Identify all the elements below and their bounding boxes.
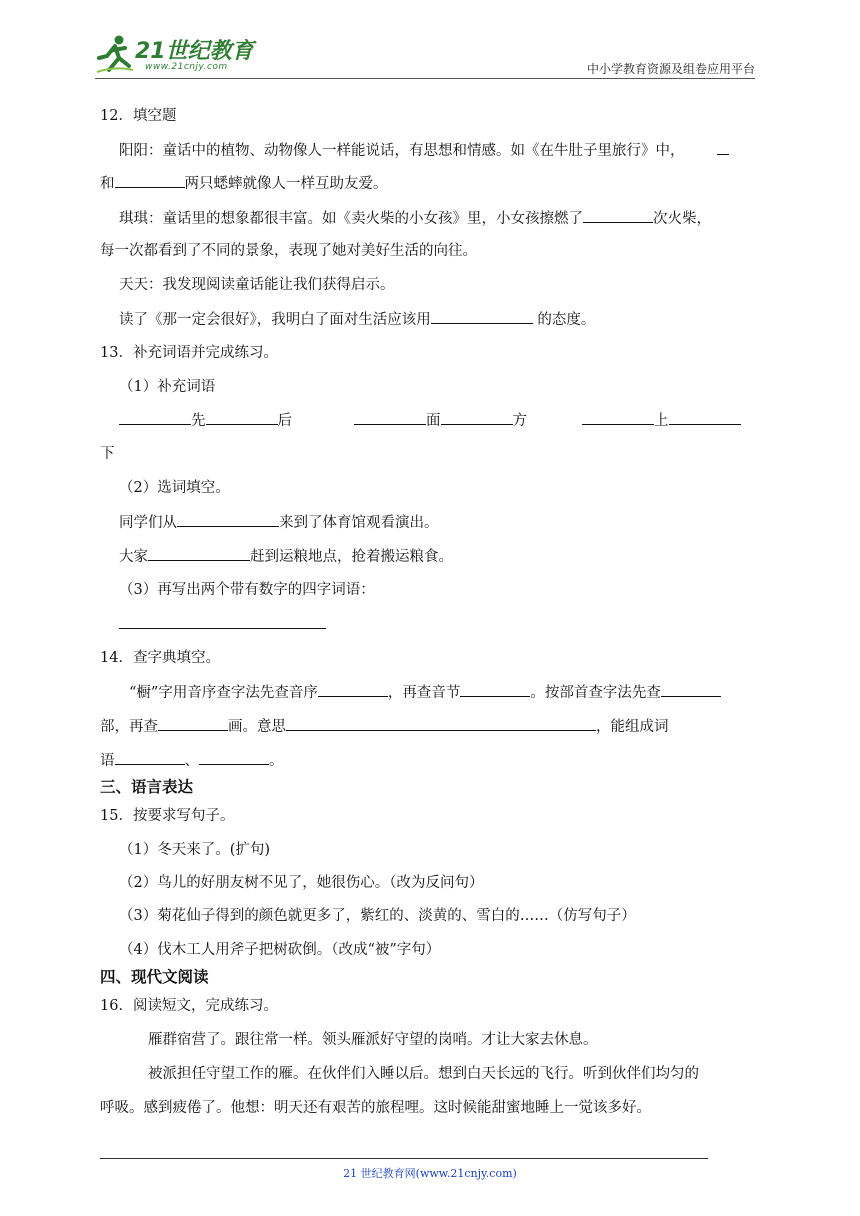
q15-title: 15．按要求写句子。 (100, 808, 235, 824)
q15-item-3: （3）菊花仙子得到的颜色就更多了，紫红的、淡黄的、雪白的……（仿写句子） (119, 908, 636, 924)
answer-blank[interactable] (582, 410, 654, 425)
q14-text: “橱”字用音序查字法先查音序 (129, 685, 318, 701)
q14-text: 画。意思 (228, 719, 286, 735)
q14-text: 语 (100, 753, 115, 769)
platform-name: 中小学教育资源及组卷应用平台 (586, 62, 755, 76)
passage-paragraph-2: 被派担任守望工作的雁。在伙伴们入睡以后。想到白天长远的飞行。听到伙伴们均匀的 (148, 1066, 699, 1082)
q12-text: 和 (100, 176, 115, 192)
answer-blank[interactable] (318, 682, 388, 697)
q12-text: 的态度。 (532, 312, 596, 328)
q12-text: 阳阳：童话中的植物、动物像人一样能说话，有思想和情感。如《在牛肚子里旅行》中， (119, 143, 685, 159)
answer-blank[interactable] (441, 410, 513, 425)
answer-blank[interactable] (119, 410, 191, 425)
sentence-text: 大家 (119, 549, 148, 565)
answer-blank[interactable] (158, 716, 228, 731)
passage-paragraph-1: 雁群宿营了。跟往常一样。领头雁派好守望的岗哨。才让大家去休息。 (148, 1032, 598, 1048)
q12-text: 次火柴， (653, 211, 711, 227)
answer-blank[interactable] (669, 410, 741, 425)
q12-text: 读了《那一定会很好》，我明白了面对生活应该用 (119, 312, 431, 328)
q13-part-2: （2）选词填空。 (119, 480, 230, 496)
sentence-text: 同学们从 (119, 515, 177, 531)
answer-blank[interactable] (115, 173, 185, 188)
q15-item-2: （2）鸟儿的好朋友树不见了，她很伤心。（改为反问句） (119, 875, 484, 891)
q14-line-1 (129, 682, 721, 703)
page-footer[interactable]: 21 世纪教育网(www.21cnjy.com) (343, 1167, 517, 1180)
answer-blank[interactable] (148, 546, 250, 561)
q12-text: 琪琪：童话里的想象都很丰富。如《卖火柴的小女孩》里，小女孩擦燃了 (119, 211, 583, 227)
sentence-text: 来到了体育馆观看演出。 (279, 515, 439, 531)
word-char: 后 (277, 413, 292, 429)
answer-blank[interactable] (199, 750, 269, 765)
q12-paragraph-2-cont: 每一次都看到了不同的景象，表现了她对美好生活的向往。 (100, 243, 477, 259)
site-logo (95, 32, 275, 76)
q15-item-4: （4）伐木工人用斧子把树砍倒。（改成“被”字句） (119, 942, 441, 958)
q15-item-1: （1）冬天来了。(扩句) (119, 842, 271, 858)
q12-paragraph-2 (119, 208, 711, 229)
footer-divider (100, 1158, 708, 1159)
logo-text: 21世纪教育 (135, 39, 254, 64)
answer-blank[interactable] (177, 512, 279, 527)
section-3-heading: 三、语言表达 (100, 778, 194, 796)
q12-paragraph-1 (119, 140, 729, 161)
section-4-heading: 四、现代文阅读 (100, 968, 209, 986)
answer-blank[interactable] (286, 716, 596, 731)
word-char: 上 (654, 413, 669, 429)
sentence-text: 赶到运粮地点，抢着搬运粮食。 (250, 549, 453, 565)
page-header (95, 30, 755, 80)
q14-text: 部，再查 (100, 719, 158, 735)
q14-line-2 (100, 716, 669, 737)
answer-blank[interactable] (431, 309, 533, 324)
answer-blank[interactable] (661, 682, 721, 697)
answer-blank[interactable] (583, 208, 653, 223)
q14-text: 、 (184, 753, 199, 769)
q13-word-row-cont: 下 (100, 446, 115, 462)
runner-logo-icon (95, 32, 135, 76)
q14-text: 。按部首查字法先查 (530, 685, 661, 701)
answer-blank[interactable] (354, 410, 426, 425)
logo-url: www.21cnjy.com (145, 62, 228, 72)
answer-blank[interactable] (717, 140, 729, 155)
q13-part-3: （3）再写出两个带有数字的四字词语： (119, 582, 375, 598)
answer-blank[interactable] (115, 750, 185, 765)
q13-sentence-2 (119, 546, 453, 567)
answer-blank[interactable] (206, 410, 278, 425)
q14-text: ，能组成词 (596, 719, 669, 735)
passage-paragraph-2-cont: 呼吸。感到疲倦了。他想：明天还有艰苦的旅程哩。这时候能甜蜜地睡上一觉该多好。 (100, 1100, 651, 1116)
q14-line-3 (100, 750, 284, 771)
q12-text: 两只蟋蟀就像人一样互助友爱。 (184, 176, 388, 192)
q12-paragraph-3: 天天：我发现阅读童话能让我们获得启示。 (119, 277, 395, 293)
word-char: 方 (512, 413, 527, 429)
answer-blank[interactable] (460, 682, 530, 697)
word-char: 先 (191, 413, 206, 429)
q13-sentence-1 (119, 512, 439, 533)
q14-text: 。 (269, 753, 284, 769)
q14-title: 14．查字典填空。 (100, 650, 220, 666)
q12-paragraph-4 (119, 309, 595, 330)
q13-word-row (119, 410, 741, 431)
word-char: 面 (426, 413, 441, 429)
q13-title: 13．补充词语并完成练习。 (100, 345, 278, 361)
q16-title: 16．阅读短文，完成练习。 (100, 998, 278, 1014)
q12-title: 12．填空题 (100, 108, 177, 124)
q12-paragraph-1-cont (100, 173, 388, 194)
header-divider (95, 78, 755, 79)
q14-text: ，再查音节 (387, 685, 461, 701)
q13-part-1: （1）补充词语 (119, 379, 216, 395)
answer-line[interactable] (119, 628, 326, 629)
